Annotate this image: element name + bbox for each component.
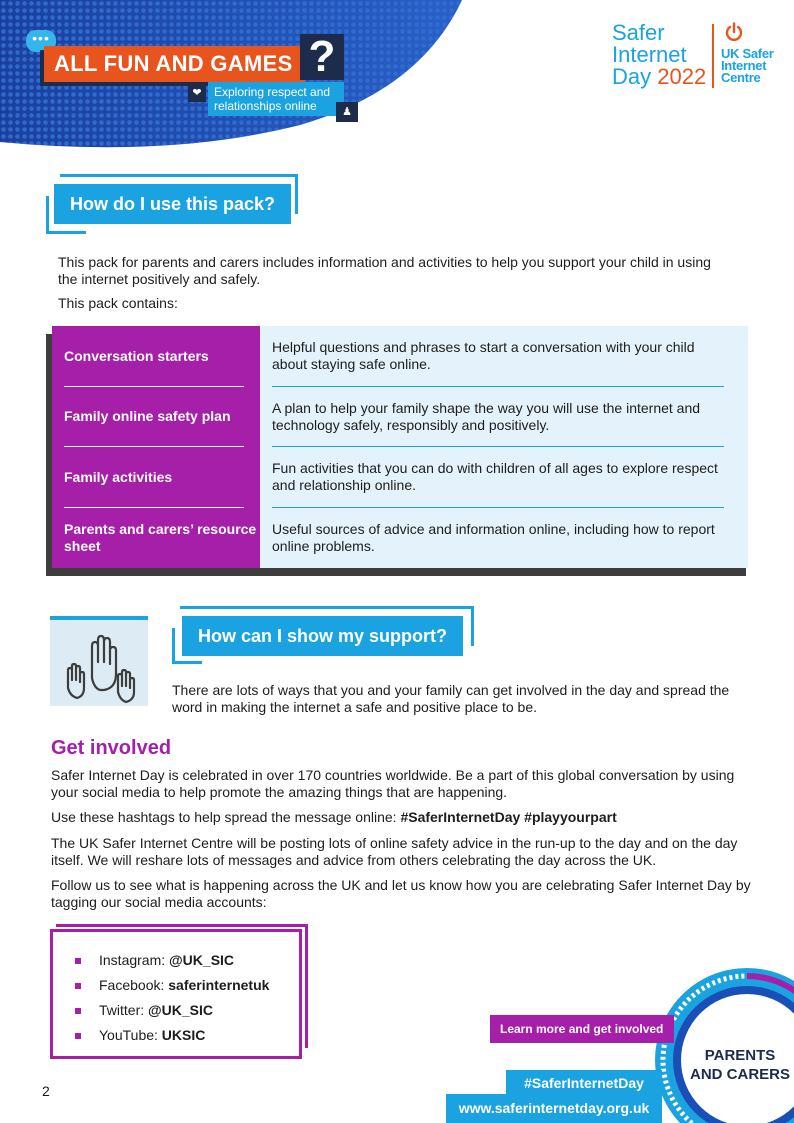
add-person-icon: ♟ <box>336 102 358 122</box>
social-handle: UKSIC <box>161 1027 206 1043</box>
contents-title: Family activities <box>52 447 260 508</box>
get-involved-paragraph: Safer Internet Day is celebrated in over 170 countries worldwide. Be a part of this global conversation by using your social media to help promote the amazing things that are happening. <box>51 767 735 800</box>
social-handle: saferinternetuk <box>168 977 270 993</box>
raised-hands-icon <box>50 616 148 706</box>
logo-divider <box>712 24 714 88</box>
social-handle: @UK_SIC <box>148 1002 214 1018</box>
follow-us-paragraph: Follow us to see what is happening across the UK and let us know how you are celebrating Safer Internet Day by tagging our social media accounts: <box>51 877 751 910</box>
hashtags: #SaferInternetDay #playyourpart <box>400 809 617 825</box>
pack-contains-text: This pack contains: <box>58 295 178 311</box>
ukc-posting-paragraph: The UK Safer Internet Centre will be posting lots of online safety advice in the run-up to the day and on the day itself. We will reshare lots of messages and advice from others celebrating the day across the UK. <box>51 835 738 868</box>
logo-wordmark: Safer Internet Day 2022 <box>612 20 707 89</box>
contents-description: Helpful questions and phrases to start a conversation with your child about staying safe online. <box>260 326 748 387</box>
safer-internet-day-logo <box>612 22 782 92</box>
chat-bubble-icon: ••• <box>26 30 56 52</box>
power-icon <box>724 22 744 42</box>
banner-title: ALL FUN AND GAMES <box>44 46 305 82</box>
heart-icon: ❤ <box>188 84 206 102</box>
contents-title: Family online safety plan <box>52 387 260 448</box>
list-item: Facebook: saferinternetuk <box>71 973 269 998</box>
list-item: YouTube: UKSIC <box>71 1023 269 1048</box>
get-involved-heading: Get involved <box>51 737 172 759</box>
social-handle: @UK_SIC <box>169 952 235 968</box>
contents-description: Useful sources of advice and information online, including how to report online problems. <box>272 520 715 554</box>
audience-label: PARENTS AND CARERS <box>689 1047 790 1083</box>
question-mark-icon: ? <box>300 34 344 80</box>
footer-hashtag: #SaferInternetDay <box>506 1070 662 1096</box>
banner-subtitle: Exploring respect and relationships online <box>208 82 344 116</box>
learn-more-banner: Learn more and get involved <box>490 1015 674 1043</box>
contents-descriptions-column <box>260 326 748 568</box>
header-banner <box>0 0 470 150</box>
social-accounts-list <box>71 948 269 1048</box>
contents-table <box>52 326 748 568</box>
contents-title: Conversation starters <box>52 326 260 387</box>
uk-safer-internet-centre-text: UK Safer Internet Centre <box>721 46 774 85</box>
section-heading-show-support: How can I show my support? <box>182 616 463 656</box>
website-link[interactable]: www.saferinternetday.org.uk <box>446 1094 662 1123</box>
contents-titles-column <box>52 326 260 568</box>
contents-description: A plan to help your family shape the way you will use the internet and technology safely, responsibly and positively. <box>260 387 748 448</box>
pack-intro-text: This pack for parents and carers includes information and activities to help you support your child in using the internet positively and safely. <box>58 254 711 287</box>
list-item: Instagram: @UK_SIC <box>71 948 269 973</box>
hashtags-paragraph: Use these hashtags to help spread the message online: #SaferInternetDay #playyourpart <box>51 809 617 825</box>
social-accounts-box <box>50 929 302 1059</box>
section-heading-use-pack: How do I use this pack? <box>54 184 291 224</box>
parents-carers-badge <box>652 965 794 1123</box>
list-item: Twitter: @UK_SIC <box>71 998 269 1023</box>
contents-description: Fun activities that you can do with children of all ages to explore respect and relationship online. <box>260 447 748 508</box>
support-intro-text: There are lots of ways that you and your family can get involved in the day and spread the word in making the internet a safe and positive place to be. <box>172 682 730 715</box>
page-number: 2 <box>42 1083 50 1099</box>
logo-year: 2022 <box>657 64 707 89</box>
contents-title: Parents and carers’ resource sheet <box>64 520 257 554</box>
